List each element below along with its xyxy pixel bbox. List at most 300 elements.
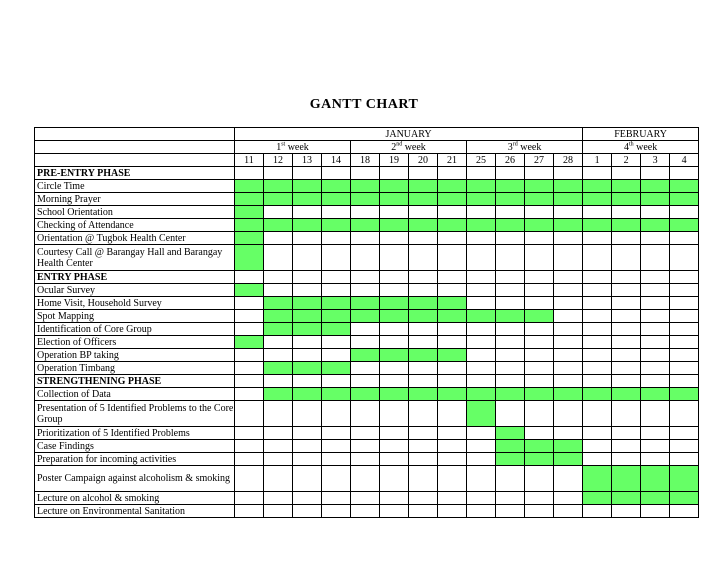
- activity-label: Morning Prayer: [35, 193, 235, 206]
- schedule-cell: [496, 505, 525, 518]
- schedule-cell: [670, 245, 699, 271]
- schedule-cell: [583, 401, 612, 427]
- schedule-cell: [467, 297, 496, 310]
- schedule-cell-filled: [322, 310, 351, 323]
- gantt-table: [34, 127, 699, 518]
- schedule-cell: [670, 271, 699, 284]
- schedule-cell: [264, 401, 293, 427]
- schedule-cell: [525, 167, 554, 180]
- schedule-cell: [264, 284, 293, 297]
- schedule-cell: [322, 505, 351, 518]
- schedule-cell: [612, 375, 641, 388]
- schedule-cell: [293, 401, 322, 427]
- schedule-cell: [583, 206, 612, 219]
- month-header: FEBRUARY: [583, 128, 699, 141]
- schedule-cell: [525, 297, 554, 310]
- activity-label: Identification of Core Group: [35, 323, 235, 336]
- week-ordinal: nd: [396, 141, 403, 148]
- schedule-cell: [438, 232, 467, 245]
- activity-label: Election of Officers: [35, 336, 235, 349]
- schedule-cell: [670, 375, 699, 388]
- week-word: week: [636, 141, 658, 153]
- schedule-cell-filled: [438, 388, 467, 401]
- schedule-cell-filled: [380, 297, 409, 310]
- schedule-cell: [583, 440, 612, 453]
- schedule-cell: [264, 375, 293, 388]
- schedule-cell: [293, 492, 322, 505]
- schedule-cell-filled: [641, 180, 670, 193]
- schedule-cell: [525, 427, 554, 440]
- schedule-cell: [467, 336, 496, 349]
- schedule-cell: [641, 336, 670, 349]
- day-header: 1: [583, 154, 612, 167]
- schedule-cell-filled: [467, 388, 496, 401]
- schedule-cell-filled: [438, 180, 467, 193]
- schedule-cell: [670, 440, 699, 453]
- schedule-cell: [496, 492, 525, 505]
- schedule-cell: [496, 271, 525, 284]
- schedule-cell-filled: [583, 219, 612, 232]
- schedule-cell-filled: [496, 440, 525, 453]
- schedule-cell: [496, 336, 525, 349]
- activity-label: Case Findings: [35, 440, 235, 453]
- schedule-cell: [496, 349, 525, 362]
- schedule-cell: [293, 206, 322, 219]
- schedule-cell-filled: [525, 453, 554, 466]
- schedule-cell-filled: [264, 388, 293, 401]
- schedule-cell: [525, 232, 554, 245]
- schedule-cell: [525, 323, 554, 336]
- schedule-cell: [293, 427, 322, 440]
- schedule-cell: [554, 466, 583, 492]
- schedule-cell: [264, 271, 293, 284]
- schedule-cell: [438, 466, 467, 492]
- schedule-cell: [670, 401, 699, 427]
- schedule-cell: [351, 271, 380, 284]
- schedule-cell-filled: [438, 193, 467, 206]
- week-header: [467, 141, 583, 154]
- schedule-cell: [612, 297, 641, 310]
- week-ordinal: rd: [512, 141, 518, 148]
- schedule-cell: [322, 492, 351, 505]
- schedule-cell-filled: [235, 245, 264, 271]
- day-header: 20: [409, 154, 438, 167]
- day-header: 11: [235, 154, 264, 167]
- schedule-cell-filled: [525, 193, 554, 206]
- schedule-cell: [612, 440, 641, 453]
- schedule-cell-filled: [583, 388, 612, 401]
- schedule-cell: [554, 492, 583, 505]
- schedule-cell: [380, 206, 409, 219]
- schedule-cell: [583, 297, 612, 310]
- schedule-cell: [409, 167, 438, 180]
- activity-row: [35, 193, 699, 206]
- schedule-cell: [322, 245, 351, 271]
- schedule-cell: [438, 401, 467, 427]
- schedule-cell-filled: [612, 492, 641, 505]
- month-header: JANUARY: [235, 128, 583, 141]
- schedule-cell: [264, 453, 293, 466]
- schedule-cell: [351, 232, 380, 245]
- schedule-cell-filled: [554, 180, 583, 193]
- activity-row: [35, 492, 699, 505]
- week-word: week: [287, 141, 309, 153]
- schedule-cell-filled: [438, 310, 467, 323]
- week-header: [583, 141, 699, 154]
- schedule-cell: [438, 505, 467, 518]
- schedule-cell: [322, 453, 351, 466]
- schedule-cell-filled: [641, 388, 670, 401]
- schedule-cell-filled: [380, 180, 409, 193]
- schedule-cell: [235, 492, 264, 505]
- schedule-cell-filled: [235, 284, 264, 297]
- schedule-cell: [612, 453, 641, 466]
- header-blank: [35, 128, 235, 141]
- schedule-cell: [670, 310, 699, 323]
- schedule-cell: [641, 323, 670, 336]
- header-blank: [35, 154, 235, 167]
- schedule-cell-filled: [496, 219, 525, 232]
- schedule-cell-filled: [235, 219, 264, 232]
- schedule-cell-filled: [293, 323, 322, 336]
- schedule-cell-filled: [583, 193, 612, 206]
- schedule-cell: [525, 375, 554, 388]
- schedule-cell-filled: [293, 180, 322, 193]
- activity-row: [35, 349, 699, 362]
- schedule-cell: [322, 349, 351, 362]
- schedule-cell: [496, 375, 525, 388]
- schedule-cell: [293, 167, 322, 180]
- schedule-cell-filled: [351, 193, 380, 206]
- schedule-cell: [612, 245, 641, 271]
- schedule-cell-filled: [322, 219, 351, 232]
- activity-label: Lecture on Environmental Sanitation: [35, 505, 235, 518]
- month-header-row: [35, 128, 699, 141]
- schedule-cell-filled: [322, 180, 351, 193]
- activity-row: [35, 297, 699, 310]
- schedule-cell-filled: [670, 466, 699, 492]
- schedule-cell: [496, 323, 525, 336]
- schedule-cell: [467, 271, 496, 284]
- schedule-cell: [293, 245, 322, 271]
- schedule-cell: [496, 245, 525, 271]
- schedule-cell: [612, 401, 641, 427]
- schedule-cell: [380, 401, 409, 427]
- schedule-cell: [525, 336, 554, 349]
- activity-row: [35, 440, 699, 453]
- schedule-cell: [380, 336, 409, 349]
- schedule-cell-filled: [612, 388, 641, 401]
- schedule-cell: [438, 362, 467, 375]
- schedule-cell: [322, 206, 351, 219]
- schedule-cell: [670, 167, 699, 180]
- schedule-cell: [612, 427, 641, 440]
- schedule-cell-filled: [438, 297, 467, 310]
- schedule-cell-filled: [670, 219, 699, 232]
- activity-row: [35, 453, 699, 466]
- activity-label: Collection of Data: [35, 388, 235, 401]
- schedule-cell: [438, 323, 467, 336]
- schedule-cell: [322, 401, 351, 427]
- day-header: 28: [554, 154, 583, 167]
- schedule-cell-filled: [467, 401, 496, 427]
- schedule-cell: [554, 427, 583, 440]
- schedule-cell-filled: [264, 193, 293, 206]
- schedule-cell: [467, 453, 496, 466]
- schedule-cell: [351, 206, 380, 219]
- day-header-row: [35, 154, 699, 167]
- schedule-cell: [641, 167, 670, 180]
- schedule-cell: [235, 388, 264, 401]
- schedule-cell: [380, 505, 409, 518]
- schedule-cell-filled: [496, 180, 525, 193]
- schedule-cell: [670, 232, 699, 245]
- activity-row: [35, 401, 699, 427]
- schedule-cell: [409, 375, 438, 388]
- schedule-cell: [380, 427, 409, 440]
- schedule-cell-filled: [293, 297, 322, 310]
- schedule-cell: [467, 323, 496, 336]
- schedule-cell: [409, 492, 438, 505]
- schedule-cell: [409, 245, 438, 271]
- activity-label: Home Visit, Household Survey: [35, 297, 235, 310]
- schedule-cell: [409, 323, 438, 336]
- schedule-cell: [264, 245, 293, 271]
- schedule-cell: [380, 362, 409, 375]
- schedule-cell-filled: [409, 193, 438, 206]
- schedule-cell-filled: [322, 297, 351, 310]
- schedule-cell: [467, 349, 496, 362]
- schedule-cell: [322, 232, 351, 245]
- schedule-cell-filled: [467, 219, 496, 232]
- activity-label: Operation BP taking: [35, 349, 235, 362]
- schedule-cell-filled: [496, 453, 525, 466]
- schedule-cell: [380, 375, 409, 388]
- schedule-cell: [583, 232, 612, 245]
- week-word: week: [404, 141, 426, 153]
- schedule-cell: [235, 271, 264, 284]
- schedule-cell: [525, 284, 554, 297]
- schedule-cell: [264, 349, 293, 362]
- schedule-cell: [409, 427, 438, 440]
- activity-label: Poster Campaign against alcoholism & smoking: [35, 466, 235, 492]
- week-number: 1: [276, 141, 282, 153]
- schedule-cell-filled: [351, 297, 380, 310]
- activity-row: [35, 206, 699, 219]
- schedule-cell: [554, 401, 583, 427]
- schedule-cell: [467, 505, 496, 518]
- schedule-cell-filled: [322, 388, 351, 401]
- schedule-cell: [235, 440, 264, 453]
- schedule-cell-filled: [409, 180, 438, 193]
- activity-label: Checking of Attendance: [35, 219, 235, 232]
- schedule-cell-filled: [380, 219, 409, 232]
- schedule-cell: [293, 232, 322, 245]
- activity-label: Circle Time: [35, 180, 235, 193]
- schedule-cell-filled: [351, 180, 380, 193]
- schedule-cell: [380, 492, 409, 505]
- schedule-cell: [322, 167, 351, 180]
- schedule-cell-filled: [235, 206, 264, 219]
- schedule-cell-filled: [293, 219, 322, 232]
- schedule-cell: [380, 232, 409, 245]
- schedule-cell: [235, 310, 264, 323]
- schedule-cell: [438, 440, 467, 453]
- schedule-cell-filled: [235, 336, 264, 349]
- day-header: 2: [612, 154, 641, 167]
- schedule-cell-filled: [380, 349, 409, 362]
- schedule-cell: [438, 284, 467, 297]
- schedule-cell-filled: [554, 388, 583, 401]
- activity-row: [35, 310, 699, 323]
- schedule-cell-filled: [235, 193, 264, 206]
- day-header: 14: [322, 154, 351, 167]
- schedule-cell: [583, 284, 612, 297]
- schedule-cell: [554, 167, 583, 180]
- activity-label: Spot Mapping: [35, 310, 235, 323]
- schedule-cell-filled: [351, 310, 380, 323]
- schedule-cell: [467, 284, 496, 297]
- schedule-cell: [351, 167, 380, 180]
- schedule-cell-filled: [641, 492, 670, 505]
- schedule-cell: [322, 284, 351, 297]
- week-ordinal: st: [281, 141, 286, 148]
- week-ordinal: th: [628, 141, 634, 148]
- schedule-cell-filled: [670, 492, 699, 505]
- schedule-cell: [235, 453, 264, 466]
- schedule-cell-filled: [264, 310, 293, 323]
- week-header-row: [35, 141, 699, 154]
- day-header: 13: [293, 154, 322, 167]
- week-word: week: [520, 141, 542, 153]
- schedule-cell: [496, 362, 525, 375]
- schedule-cell: [264, 336, 293, 349]
- activity-row: [35, 336, 699, 349]
- phase-row: [35, 167, 699, 180]
- schedule-cell: [496, 206, 525, 219]
- schedule-cell-filled: [525, 219, 554, 232]
- schedule-cell: [235, 375, 264, 388]
- schedule-cell: [583, 336, 612, 349]
- schedule-cell: [641, 271, 670, 284]
- schedule-cell: [554, 310, 583, 323]
- phase-row: [35, 375, 699, 388]
- day-header: 3: [641, 154, 670, 167]
- schedule-cell-filled: [264, 323, 293, 336]
- schedule-cell: [525, 271, 554, 284]
- week-number: 3: [507, 141, 513, 153]
- schedule-cell: [641, 427, 670, 440]
- schedule-cell-filled: [496, 193, 525, 206]
- phase-label: STRENGTHENING PHASE: [35, 375, 235, 388]
- schedule-cell-filled: [554, 440, 583, 453]
- schedule-cell: [235, 401, 264, 427]
- schedule-cell: [612, 349, 641, 362]
- schedule-cell: [409, 362, 438, 375]
- schedule-cell: [380, 466, 409, 492]
- schedule-cell: [235, 466, 264, 492]
- schedule-cell-filled: [641, 466, 670, 492]
- schedule-cell: [612, 167, 641, 180]
- schedule-cell: [554, 245, 583, 271]
- schedule-cell-filled: [525, 388, 554, 401]
- schedule-cell: [235, 323, 264, 336]
- schedule-cell: [525, 245, 554, 271]
- schedule-cell-filled: [235, 232, 264, 245]
- schedule-cell: [409, 440, 438, 453]
- schedule-cell: [467, 466, 496, 492]
- schedule-cell: [438, 453, 467, 466]
- schedule-cell: [670, 505, 699, 518]
- schedule-cell: [554, 271, 583, 284]
- week-number: 2: [391, 141, 397, 153]
- schedule-cell-filled: [322, 362, 351, 375]
- schedule-cell-filled: [670, 180, 699, 193]
- schedule-cell: [467, 492, 496, 505]
- schedule-cell-filled: [641, 193, 670, 206]
- schedule-cell: [322, 375, 351, 388]
- schedule-cell-filled: [525, 180, 554, 193]
- schedule-cell: [641, 362, 670, 375]
- schedule-cell: [235, 362, 264, 375]
- schedule-cell: [235, 297, 264, 310]
- schedule-cell: [554, 206, 583, 219]
- activity-row: [35, 362, 699, 375]
- schedule-cell: [235, 505, 264, 518]
- schedule-cell: [612, 310, 641, 323]
- schedule-cell-filled: [293, 310, 322, 323]
- schedule-cell-filled: [583, 180, 612, 193]
- schedule-cell: [322, 466, 351, 492]
- activity-label: Lecture on alcohol & smoking: [35, 492, 235, 505]
- schedule-cell-filled: [612, 193, 641, 206]
- schedule-cell: [525, 362, 554, 375]
- phase-row: [35, 271, 699, 284]
- schedule-cell: [351, 375, 380, 388]
- schedule-cell-filled: [293, 193, 322, 206]
- schedule-cell-filled: [583, 492, 612, 505]
- schedule-cell: [496, 284, 525, 297]
- schedule-cell: [641, 505, 670, 518]
- schedule-cell-filled: [670, 388, 699, 401]
- schedule-cell: [641, 401, 670, 427]
- schedule-cell: [525, 492, 554, 505]
- schedule-cell-filled: [322, 323, 351, 336]
- schedule-cell: [554, 323, 583, 336]
- schedule-cell: [612, 362, 641, 375]
- schedule-cell: [351, 466, 380, 492]
- schedule-cell: [351, 492, 380, 505]
- activity-row: [35, 232, 699, 245]
- schedule-cell: [351, 401, 380, 427]
- activity-label: Prioritization of 5 Identified Problems: [35, 427, 235, 440]
- schedule-cell-filled: [612, 180, 641, 193]
- schedule-cell: [235, 349, 264, 362]
- schedule-cell-filled: [264, 362, 293, 375]
- phase-label: ENTRY PHASE: [35, 271, 235, 284]
- activity-row: [35, 505, 699, 518]
- schedule-cell: [467, 362, 496, 375]
- day-header: 26: [496, 154, 525, 167]
- schedule-cell-filled: [235, 180, 264, 193]
- schedule-cell: [264, 492, 293, 505]
- schedule-cell: [438, 206, 467, 219]
- schedule-cell: [322, 440, 351, 453]
- schedule-cell: [409, 466, 438, 492]
- schedule-cell: [612, 232, 641, 245]
- schedule-cell-filled: [264, 180, 293, 193]
- schedule-cell: [293, 453, 322, 466]
